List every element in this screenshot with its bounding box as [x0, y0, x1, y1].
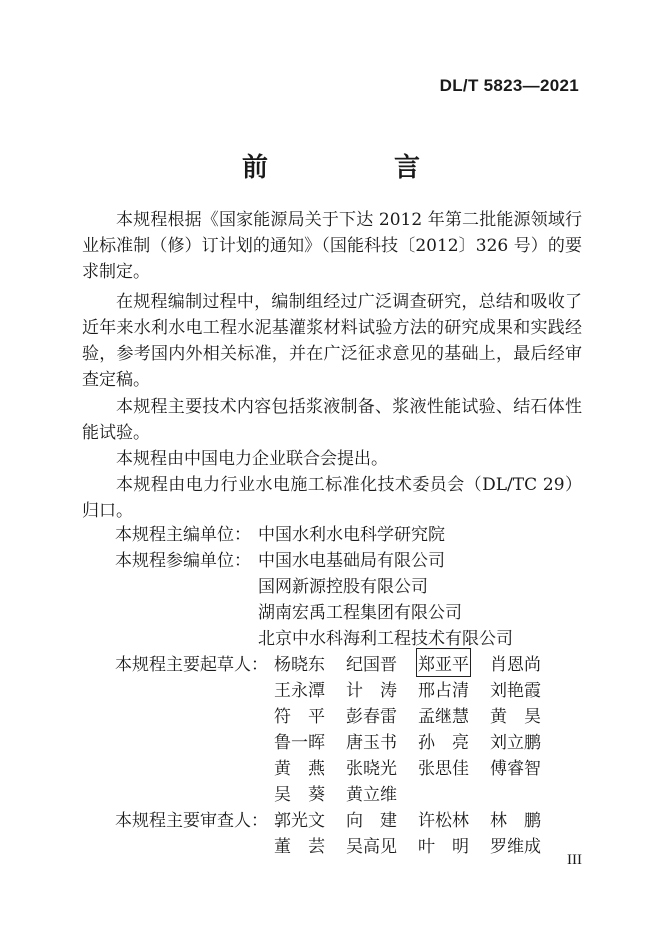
drafter-name: 傅睿智: [490, 759, 541, 779]
paragraph-process: 在规程编制过程中，编制组经过广泛调查研究，总结和吸收了近年来水利水电工程水泥基灌浆材料试验方法的研究成果和实践经验，参考国内外相关标准，并在广泛征求意见的基础上，最后经审查定稿。: [82, 292, 582, 390]
participating-units-label: 本规程参编单位：: [115, 551, 251, 571]
page-number: III: [567, 852, 582, 868]
reviewer-name: 许松林: [418, 811, 469, 831]
participating-unit: 湖南宏禹工程集团有限公司: [258, 603, 462, 623]
drafter-name: 符 平: [274, 707, 325, 727]
paragraph-administrator: 本规程由电力行业水电施工标准化技术委员会（DL/TC 29）归口。: [82, 475, 582, 521]
paragraph-proposer: 本规程由中国电力企业联合会提出。: [116, 449, 388, 469]
drafter-name: 计 涛: [346, 681, 397, 701]
drafter-name: 刘立鹏: [490, 733, 541, 753]
reviewer-name: 吴高见: [346, 837, 397, 857]
drafter-name: 张晓光: [346, 759, 397, 779]
drafter-name: 肖恩尚: [490, 655, 541, 675]
drafter-name: 张思佳: [418, 759, 469, 779]
drafters-label: 本规程主要起草人：: [115, 655, 268, 675]
drafter-name: 黄 燕: [274, 759, 325, 779]
participating-unit: 中国水电基础局有限公司: [258, 551, 445, 571]
chief-unit-label: 本规程主编单位：: [115, 525, 251, 545]
reviewers-label: 本规程主要审查人：: [115, 811, 268, 831]
drafter-name: 唐玉书: [346, 733, 397, 753]
chief-unit-value: 中国水利水电科学研究院: [258, 525, 445, 545]
paragraph-content: 本规程主要技术内容包括浆液制备、浆液性能试验、结石体性能试验。: [82, 397, 582, 443]
drafter-name: 杨晓东: [274, 655, 325, 675]
drafter-name: 纪国晋: [346, 655, 397, 675]
reviewer-name: 林 鹏: [490, 811, 541, 831]
drafter-name-highlighted: 郑亚平: [418, 650, 469, 675]
drafter-name: 彭春雷: [346, 707, 397, 727]
drafter-name: 黄 昊: [490, 707, 541, 727]
drafter-name: 邢占清: [418, 681, 469, 701]
drafter-name: 王永潭: [274, 681, 325, 701]
drafter-name: 吴 葵: [274, 785, 325, 805]
paragraph-basis: 本规程根据《国家能源局关于下达 2012 年第二批能源领域行业标准制（修）订计划的通知》（国能科技〔2012〕326 号）的要求制定。: [82, 210, 582, 282]
standard-code: DL/T 5823—2021: [439, 76, 579, 95]
reviewer-name: 叶 明: [418, 837, 469, 857]
drafter-name: 孟继慧: [418, 707, 469, 727]
drafter-name: 孙 亮: [418, 733, 469, 753]
drafter-name: 黄立维: [346, 785, 397, 805]
page-title: 前 言: [241, 153, 470, 183]
participating-unit: 北京中水科海利工程技术有限公司: [258, 629, 513, 649]
reviewer-name: 向 建: [346, 811, 397, 831]
reviewer-name: 董 芸: [274, 837, 325, 857]
reviewer-name: 罗维成: [490, 837, 541, 857]
drafter-name: 鲁一晖: [274, 733, 325, 753]
reviewer-name: 郭光文: [274, 811, 325, 831]
participating-unit: 国网新源控股有限公司: [258, 577, 428, 597]
drafter-name: 刘艳霞: [490, 681, 541, 701]
